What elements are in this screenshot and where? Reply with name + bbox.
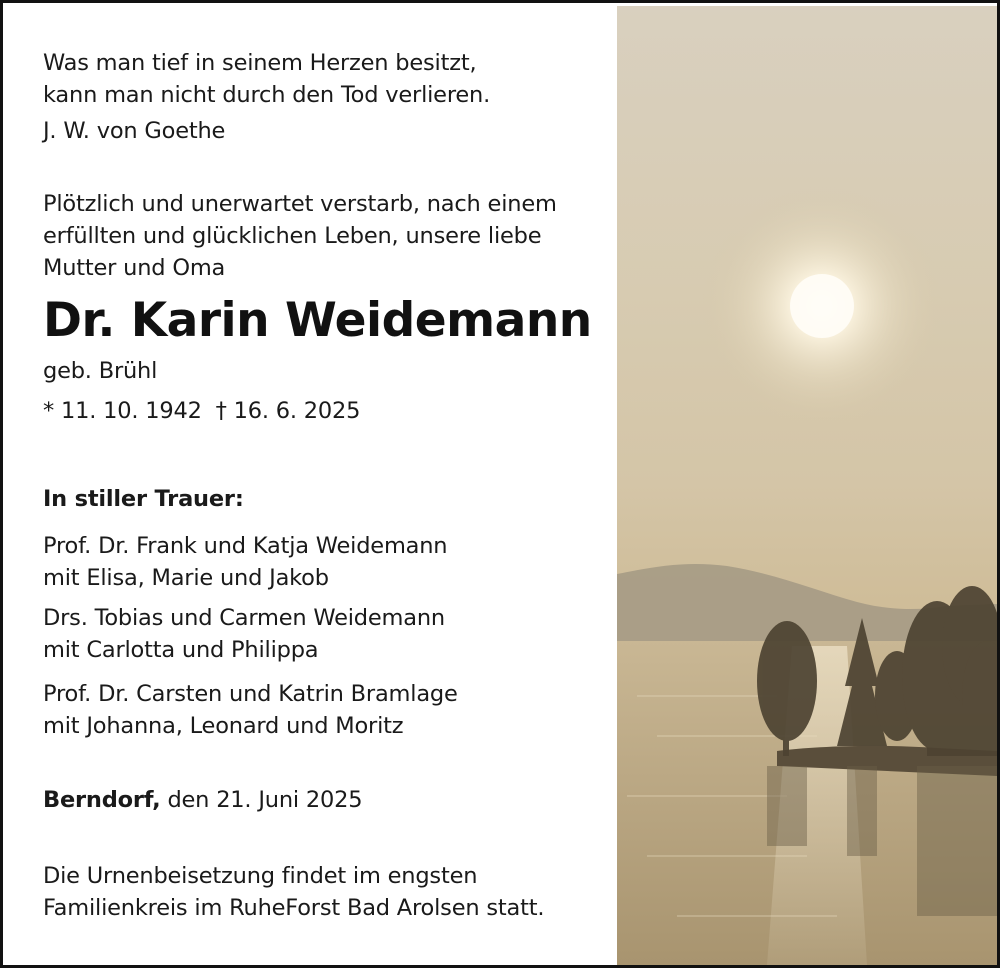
mourner-children: mit Johanna, Leonard und Moritz: [43, 713, 404, 739]
quote-line: Was man tief in seinem Herzen besitzt,: [43, 50, 477, 76]
mourner-parents: Prof. Dr. Frank und Katja Weidemann: [43, 533, 448, 559]
note-line: Familienkreis im RuheForst Bad Arolsen statt.: [43, 895, 545, 921]
intro-line: Mutter und Oma: [43, 255, 226, 281]
quote-author: J. W. von Goethe: [43, 118, 226, 144]
mourning-heading: In stiller Trauer:: [43, 486, 244, 512]
burial-note: [43, 860, 544, 924]
intro-line: Plötzlich und unerwartet verstarb, nach einem: [43, 191, 557, 217]
intro-text: [43, 188, 557, 284]
mourner-parents: Drs. Tobias und Carmen Weidemann: [43, 605, 445, 631]
place-name: Berndorf,: [43, 787, 161, 813]
notice-date: den 21. Juni 2025: [160, 787, 363, 813]
mourner-family: [43, 678, 458, 742]
mourner-children: mit Carlotta und Philippa: [43, 637, 319, 663]
text-column: [43, 3, 613, 965]
goethe-quote: [43, 47, 490, 111]
place-date: [43, 784, 362, 816]
note-line: Die Urnenbeisetzung findet im engsten: [43, 863, 478, 889]
sunset-lake-image: [617, 6, 997, 965]
mourner-family: [43, 530, 447, 594]
mourner-children: mit Elisa, Marie und Jakob: [43, 565, 329, 591]
mourner-parents: Prof. Dr. Carsten und Katrin Bramlage: [43, 681, 458, 707]
mourner-family: [43, 602, 445, 666]
sunset-lake-photo: [617, 6, 997, 965]
maiden-name: geb. Brühl: [43, 358, 158, 384]
intro-line: erfüllten und glücklichen Leben, unsere liebe: [43, 223, 542, 249]
life-dates: * 11. 10. 1942 † 16. 6. 2025: [43, 398, 361, 424]
deceased-name: Dr. Karin Weidemann: [43, 293, 592, 348]
quote-line: kann man nicht durch den Tod verlieren.: [43, 82, 491, 108]
